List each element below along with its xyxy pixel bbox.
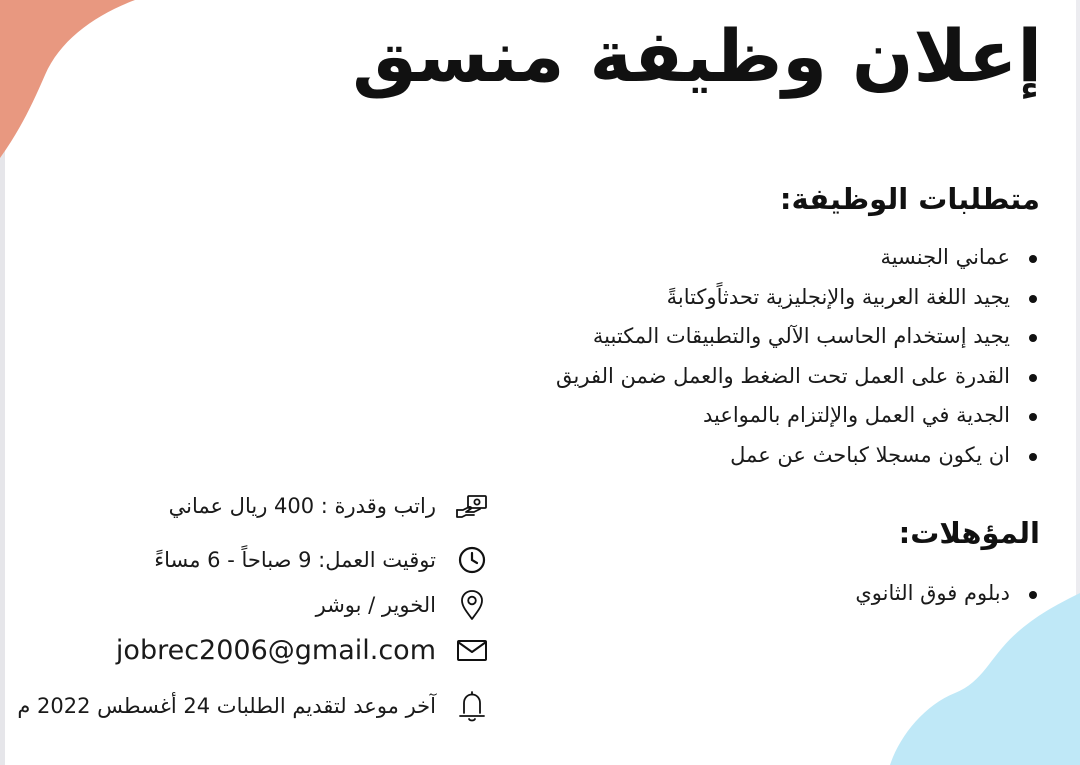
work-hours-row: [154, 542, 490, 578]
requirements-list: [556, 238, 1038, 475]
requirements-heading: متطلبات الوظيفة:: [779, 182, 1040, 216]
location-row: [316, 587, 490, 623]
money-hand-icon: [454, 488, 490, 524]
list-item: الجدية في العمل والإلتزام بالمواعيد: [556, 396, 1010, 436]
bell-icon: [454, 688, 490, 724]
deadline-text: آخر موعد لتقديم الطلبات 24 أغسطس 2022 م: [17, 694, 436, 718]
qualifications-list: [855, 574, 1038, 614]
list-item: دبلوم فوق الثانوي: [855, 574, 1010, 614]
list-item: ان يكون مسجلا كباحث عن عمل: [556, 436, 1010, 476]
page-title: إعلان وظيفة منسق: [352, 14, 1042, 98]
decorative-pink-blob: [0, 0, 160, 160]
work-hours-text: توقيت العمل: 9 صباحاً - 6 مساءً: [154, 548, 436, 572]
email-row: [116, 632, 490, 668]
list-item: يجيد إستخدام الحاسب الآلي والتطبيقات المكتبية: [556, 317, 1010, 357]
salary-text: راتب وقدرة : 400 ريال عماني: [168, 494, 436, 518]
envelope-icon: [454, 632, 490, 668]
map-pin-icon: [454, 587, 490, 623]
list-item: يجيد اللغة العربية والإنجليزية تحدثاًوكتابةً: [556, 278, 1010, 318]
location-text: الخوير / بوشر: [315, 593, 436, 617]
email-text[interactable]: jobrec2006@gmail.com: [115, 634, 436, 666]
salary-row: [169, 488, 490, 524]
list-item: عماني الجنسية: [556, 238, 1010, 278]
deadline-row: [17, 688, 490, 724]
qualifications-heading: المؤهلات:: [898, 516, 1040, 550]
clock-icon: [454, 542, 490, 578]
list-item: القدرة على العمل تحت الضغط والعمل ضمن الفريق: [556, 357, 1010, 397]
